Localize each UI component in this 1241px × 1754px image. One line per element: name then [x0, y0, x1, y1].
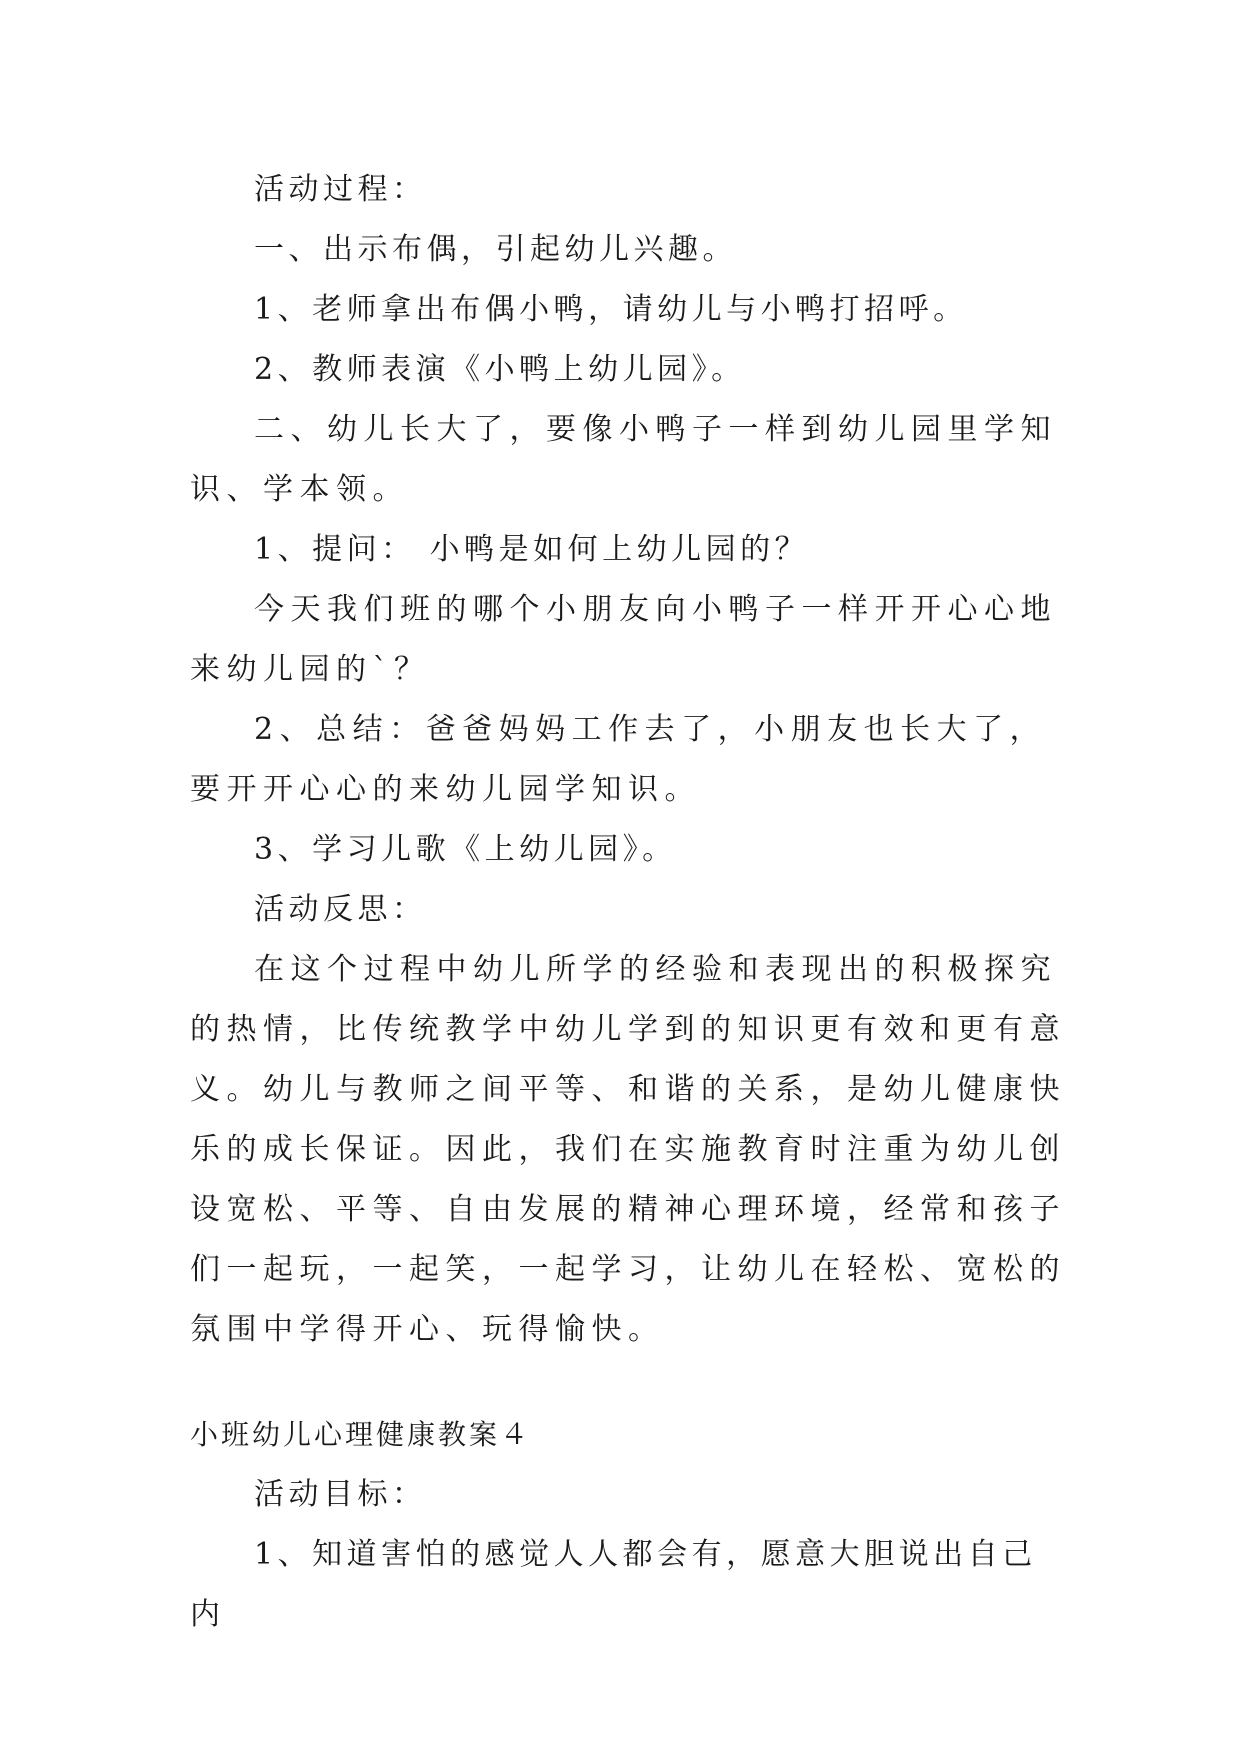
paragraph-reflection-heading: 活动反思： — [254, 892, 427, 927]
paragraph-question: 今天我们班的哪个小朋友向小鸭子一样开开心心地来幼儿园的`？ — [190, 592, 1057, 687]
paragraph-step-one-item-2: 2、教师表演《小鸭上幼儿园》。 — [254, 352, 746, 387]
paragraph-step-two: 二、幼儿长大了，要像小鸭子一样到幼儿园里学知识、学本领。 — [190, 412, 1057, 507]
document-body — [190, 160, 1070, 1645]
paragraph-objectives-heading: 活动目标： — [254, 1477, 427, 1512]
section-title: 小班幼儿心理健康教案４ — [190, 1418, 532, 1451]
paragraph-objective-1: 1、知道害怕的感觉人人都会有，愿意大胆说出自己内 — [190, 1537, 1037, 1632]
paragraph-step-two-item-1: 1、提问： 小鸭是如何上幼儿园的？ — [254, 532, 810, 567]
paragraph-reflection-body: 在这个过程中幼儿所学的经验和表现出的积极探究的热情，比传统教学中幼儿学到的知识更有效和更有意义。幼儿与教师之间平等、和谐的关系，是幼儿健康快乐的成长保证。因此，我们在实施教育时注重为幼儿创设宽松、平等、自由发展的精神心理环境，经常和孩子们一起玩，一起笑，一起学习，让幼儿在轻松、宽松的氛围中学得开心、玩得愉快。 — [190, 952, 1066, 1347]
paragraph-step-two-item-3: 3、学习儿歌《上幼儿园》。 — [254, 832, 677, 867]
paragraph-step-one-item-1: 1、老师拿出布偶小鸭，请幼儿与小鸭打招呼。 — [254, 292, 968, 327]
paragraph-step-two-item-2: 2、总结：爸爸妈妈工作去了，小朋友也长大了，要开开心心的来幼儿园学知识。 — [190, 712, 1047, 807]
paragraph-activity-process-heading: 活动过程： — [254, 172, 427, 207]
paragraph-step-one: 一、出示布偶，引起幼儿兴趣。 — [254, 232, 737, 267]
